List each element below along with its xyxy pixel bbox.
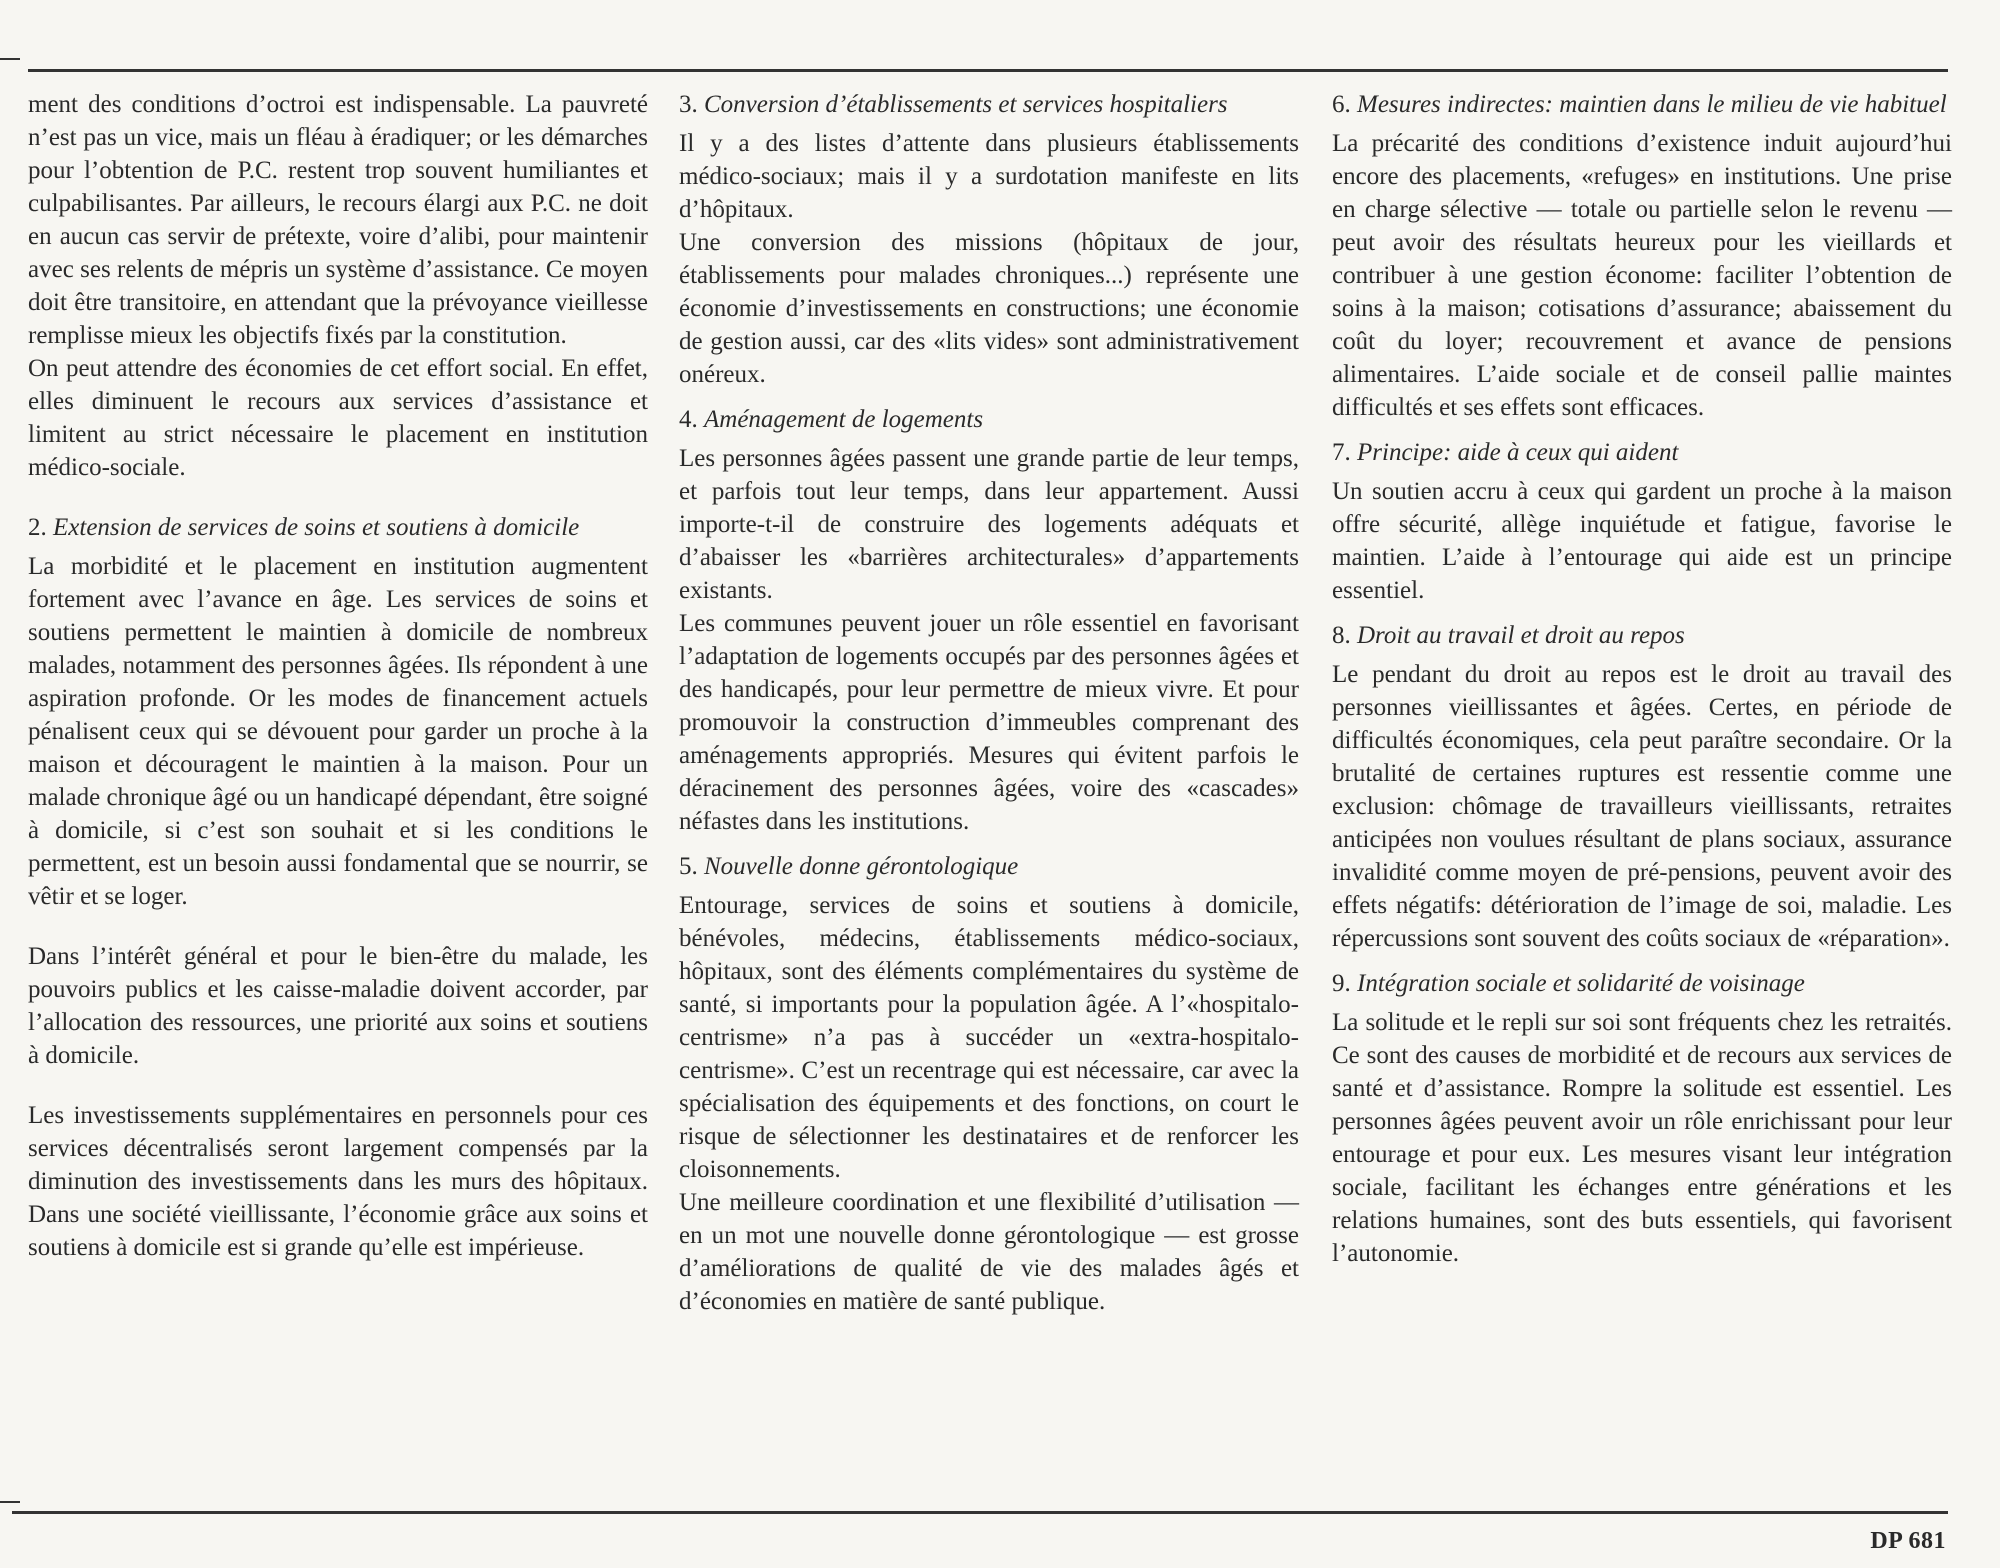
paragraph: Une meilleure coordination et une flexibilité d’utilisation — en un mot une nouvelle donne gérontologique — est grosse d’améliorations de qualité de vie des malades âgés et d’économies en matière de santé publique. xyxy=(679,1189,1299,1315)
paragraph: ment des conditions d’octroi est indispensable. La pauvreté n’est pas un vice, mais un fléau à éradiquer; or les démarches pour l’obtention de P.C. restent trop souvent humiliantes et culpabilisantes. Par ailleurs, le recours élargi aux P.C. ne doit en aucun cas servir de prétexte, voire d’alibi, pour maintenir avec ses relents de mépris un système d’assistance. Ce moyen doit être transitoire, en attendant que la prévoyance vieillesse remplisse mieux les objectifs fixés par la constitution. xyxy=(28,91,648,349)
section-title: Conversion d’établissements et services hospitaliers xyxy=(704,91,1228,118)
paragraph: Un soutien accru à ceux qui gardent un proche à la maison offre sécurité, allège inquiétude et fatigue, favorise le maintien. L’aide à l’entourage qui aide est un principe essentiel. xyxy=(1332,478,1952,604)
paragraph: La précarité des conditions d’existence induit aujourd’hui encore des placements, «refuges» en institutions. Une prise en charge sélective — totale ou partielle selon le revenu — peut avoir des résultats heureux pour les vieillards et contribuer à une gestion économe: faciliter l’obtention de soins à la maison; cotisations d’assurance; abaissement du coût du loyer; recouvrement et avance de pensions alimentaires. L’aide sociale et de conseil pallie maintes difficultés et ses effets sont efficaces. xyxy=(1332,130,1952,421)
bottom-rule xyxy=(12,1511,1948,1514)
section-heading xyxy=(1332,88,1952,121)
section-title: Aménagement de logements xyxy=(704,406,984,433)
section-title: Mesures indirectes: maintien dans le milieu de vie habituel xyxy=(1357,91,1947,118)
section-number: 2. xyxy=(28,514,47,541)
section-heading xyxy=(1332,436,1952,469)
section-number: 3. xyxy=(679,91,698,118)
section-heading xyxy=(1332,619,1952,652)
edge-mark xyxy=(0,58,20,60)
section-title: Extension de services de soins et soutiens à domicile xyxy=(53,514,580,541)
section-title: Intégration sociale et solidarité de voisinage xyxy=(1357,970,1805,997)
section-number: 6. xyxy=(1332,91,1351,118)
section-number: 4. xyxy=(679,406,698,433)
section-number: 7. xyxy=(1332,439,1351,466)
page-folio: DP 681 xyxy=(1870,1528,1946,1554)
paragraph: La morbidité et le placement en institution augmentent fortement avec l’avance en âge. Les services de soins et soutiens permettent le maintien à domicile de nombreux malades, notamment des personnes âgées. Ils répondent à une aspiration profonde. Or les modes de financement actuels pénalisent ceux qui se dévouent pour garder un proche à la maison et découragent le maintien à la maison. Pour un malade chronique âgé ou un handicapé dépendant, être soigné à domicile, si c’est son souhait et si les conditions le permettent, est un besoin aussi fondamental que se nourrir, se vêtir et se loger. xyxy=(28,553,648,910)
column-3 xyxy=(1332,88,1952,1270)
paragraph: Les communes peuvent jouer un rôle essentiel en favorisant l’adaptation de logements occupés par des personnes âgées et des handicapés, pour leur permettre de mieux vivre. Et pour promouvoir la construction d’immeubles comprenant des aménagements appropriés. Mesures qui évitent parfois le déracinement des personnes âgées, voire des «cascades» néfastes dans les institutions. xyxy=(679,610,1299,835)
article-columns xyxy=(28,88,1952,1488)
section-number: 9. xyxy=(1332,970,1351,997)
top-rule xyxy=(28,69,1948,72)
paragraph: Les personnes âgées passent une grande partie de leur temps, et parfois tout leur temps, dans leur appartement. Aussi importe-t-il de construire des logements adéquats et d’abaisser les «barrières architecturales» d’appartements existants. xyxy=(679,445,1299,604)
section-heading xyxy=(1332,967,1952,1000)
paragraph: Le pendant du droit au repos est le droit au travail des personnes vieillissantes et âgées. Certes, en période de difficultés économiques, cela peut paraître secondaire. Or la brutalité de certaines ruptures est ressentie comme une exclusion: chômage de travailleurs vieillissants, retraites anticipées non voulues résultant de plans sociaux, assurance invalidité comme moyen de pré-pensions, peuvent avoir des effets négatifs: détérioration de l’image de soi, maladie. Les répercussions sont souvent des coûts sociaux de «réparation». xyxy=(1332,661,1952,952)
section-heading xyxy=(679,850,1299,883)
column-2 xyxy=(679,88,1299,1318)
paragraph: La solitude et le repli sur soi sont fréquents chez les retraités. Ce sont des causes de morbidité et de recours aux services de santé et d’assistance. Rompre la solitude est essentiel. Les personnes âgées peuvent avoir un rôle enrichissant pour leur entourage et pour eux. Les mesures visant leur intégration sociale, facilitant les échanges entre générations et les relations humaines, sont des buts essentiels, qui favorisent l’autonomie. xyxy=(1332,1009,1952,1267)
edge-mark xyxy=(0,1501,20,1503)
paragraph: Dans l’intérêt général et pour le bien-être du malade, les pouvoirs publics et les caisse-maladie doivent accorder, par l’allocation des ressources, une priorité aux soins et soutiens à domicile. xyxy=(28,943,648,1069)
paragraph: Entourage, services de soins et soutiens à domicile, bénévoles, médecins, établissements médico-sociaux, hôpitaux, sont des éléments complémentaires du système de santé, si importants pour la population âgée. A l’«hospitalo-centrisme» n’a pas à succéder un «extra-hospitalo-centrisme». C’est un recentrage qui est nécessaire, car avec la spécialisation des équipements et des fonctions, on court le risque de sélectionner les destinataires et de renforcer les cloisonnements. xyxy=(679,892,1299,1183)
section-number: 8. xyxy=(1332,622,1351,649)
section-heading xyxy=(679,403,1299,436)
paragraph: Les investissements supplémentaires en personnels pour ces services décentralisés seront largement compensés par la diminution des investissements dans les murs des hôpitaux. Dans une société vieillissante, l’économie grâce aux soins et soutiens à domicile est si grande qu’elle est impérieuse. xyxy=(28,1102,648,1261)
column-1 xyxy=(28,88,648,1264)
section-number: 5. xyxy=(679,853,698,880)
section-title: Droit au travail et droit au repos xyxy=(1357,622,1685,649)
paragraph: On peut attendre des économies de cet effort social. En effet, elles diminuent le recours aux services d’assistance et limitent au strict nécessaire le placement en institution médico-sociale. xyxy=(28,355,648,481)
section-title: Nouvelle donne gérontologique xyxy=(704,853,1019,880)
paragraph: Il y a des listes d’attente dans plusieurs établissements médico-sociaux; mais il y a surdotation manifeste en lits d’hôpitaux. xyxy=(679,130,1299,223)
section-heading xyxy=(28,511,648,544)
paragraph: Une conversion des missions (hôpitaux de jour, établissements pour malades chroniques...) représente une économie d’investissements en constructions; une économie de gestion aussi, car des «lits vides» sont administrativement onéreux. xyxy=(679,229,1299,388)
section-title: Principe: aide à ceux qui aident xyxy=(1357,439,1679,466)
section-heading xyxy=(679,88,1299,121)
